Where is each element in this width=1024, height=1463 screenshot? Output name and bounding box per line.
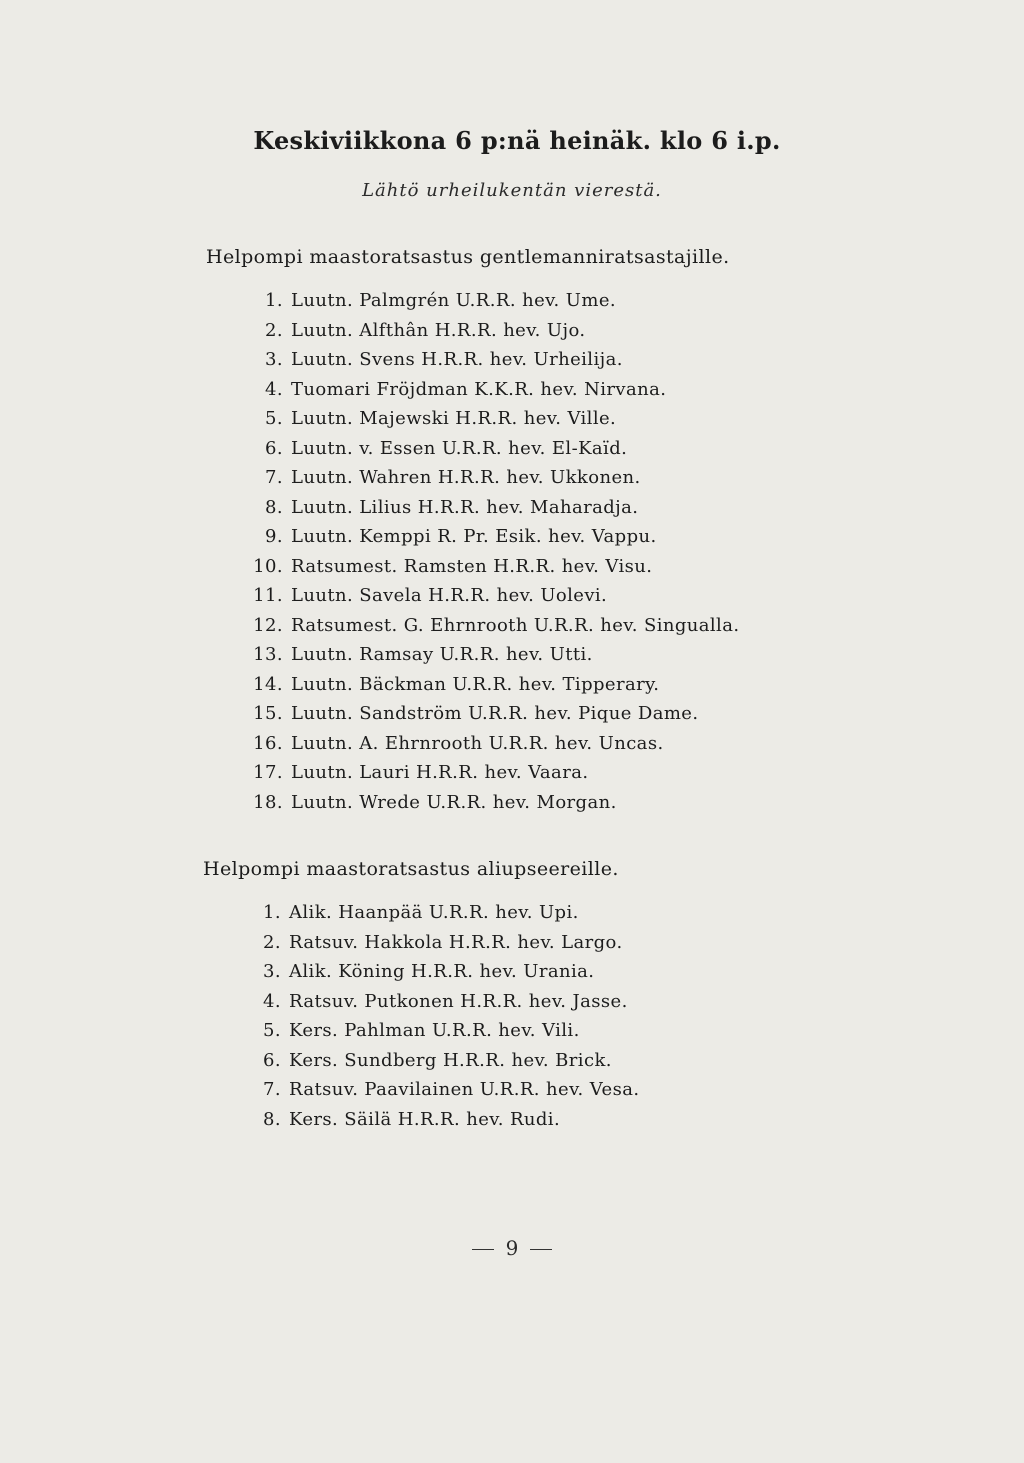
list-item: 8. Luutn. Lilius H.R.R. hev. Maharadja. xyxy=(265,496,639,518)
list-item: 18. Luutn. Wrede U.R.R. hev. Morgan. xyxy=(253,791,617,813)
list-item: 2. Luutn. Alfthân H.R.R. hev. Ujo. xyxy=(265,319,586,341)
list-item: 15. Luutn. Sandström U.R.R. hev. Pique Dame. xyxy=(253,703,699,724)
list-item: 9. Luutn. Kemppi R. Pr. Esik. hev. Vappu. xyxy=(265,526,657,547)
list-item: 5. Luutn. Majewski H.R.R. hev. Ville. xyxy=(265,408,617,429)
list-item: 17. Luutn. Lauri H.R.R. hev. Vaara. xyxy=(253,762,589,783)
section-heading-nco: Helpompi maastoratsastus aliupseereille. xyxy=(203,858,619,880)
list-item: 16. Luutn. A. Ehrnrooth U.R.R. hev. Uncas. xyxy=(253,732,664,754)
list-item: 13. Luutn. Ramsay U.R.R. hev. Utti. xyxy=(253,644,593,665)
list-item: 7. Ratsuv. Paavilainen U.R.R. hev. Vesa. xyxy=(263,1079,640,1100)
list-item: 3. Luutn. Svens H.R.R. hev. Urheilija. xyxy=(265,349,623,370)
list-item: 12. Ratsumest. G. Ehrnrooth U.R.R. hev. Singualla. xyxy=(253,614,740,636)
section-heading-gentlemen: Helpompi maastoratsastus gentlemanniratsastajille. xyxy=(206,246,730,268)
entry-list-gentlemen xyxy=(253,286,740,817)
list-item: 1. Luutn. Palmgrén U.R.R. hev. Ume. xyxy=(265,290,617,311)
list-item: 6. Luutn. v. Essen U.R.R. hev. El-Kaïd. xyxy=(265,437,628,459)
list-item: 3. Alik. Köning H.R.R. hev. Urania. xyxy=(263,961,595,982)
list-item: 6. Kers. Sundberg H.R.R. hev. Brick. xyxy=(263,1049,612,1071)
list-item: 1. Alik. Haanpää U.R.R. hev. Upi. xyxy=(263,902,579,923)
list-item: 5. Kers. Pahlman U.R.R. hev. Vili. xyxy=(263,1020,580,1041)
list-item: 14. Luutn. Bäckman U.R.R. hev. Tipperary. xyxy=(253,673,660,695)
list-item: 10. Ratsumest. Ramsten H.R.R. hev. Visu. xyxy=(253,555,653,577)
list-item: 4. Ratsuv. Putkonen H.R.R. hev. Jasse. xyxy=(263,990,628,1012)
entry-list-nco xyxy=(263,898,640,1134)
list-item: 7. Luutn. Wahren H.R.R. hev. Ukkonen. xyxy=(265,467,641,488)
page-number: 9 xyxy=(0,1236,1024,1260)
list-item: 2. Ratsuv. Hakkola H.R.R. hev. Largo. xyxy=(263,931,623,953)
list-item: 8. Kers. Säilä H.R.R. hev. Rudi. xyxy=(263,1108,561,1130)
page-subtitle: Lähtö urheilukentän vierestä. xyxy=(362,180,662,201)
page-title: Keskiviikkona 6 p:nä heinäk. klo 6 i.p. xyxy=(253,126,781,155)
list-item: 4. Tuomari Fröjdman K.K.R. hev. Nirvana. xyxy=(265,378,667,400)
list-item: 11. Luutn. Savela H.R.R. hev. Uolevi. xyxy=(253,585,608,606)
